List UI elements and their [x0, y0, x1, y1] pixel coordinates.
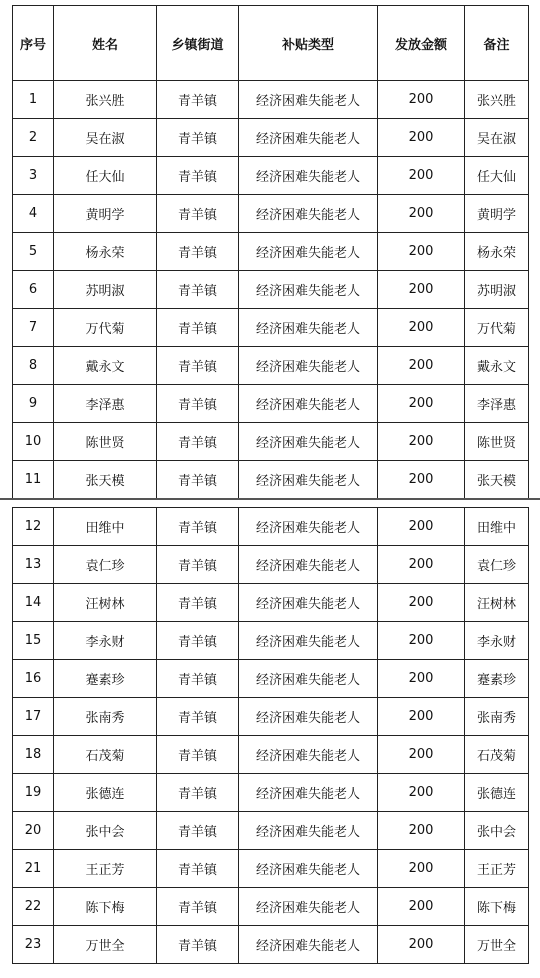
cell-remark: 张德连 [465, 774, 529, 812]
cell-town: 青羊镇 [157, 119, 239, 157]
header-subsidy-type: 补贴类型 [239, 6, 378, 81]
cell-subsidy-type: 经济困难失能老人 [239, 888, 378, 926]
table-row [13, 546, 529, 584]
table-row [13, 508, 529, 546]
cell-index: 1 [13, 81, 54, 119]
cell-name: 石茂菊 [54, 736, 157, 774]
cell-remark: 张兴胜 [465, 81, 529, 119]
cell-town: 青羊镇 [157, 926, 239, 964]
cell-remark: 戴永文 [465, 347, 529, 385]
cell-town: 青羊镇 [157, 347, 239, 385]
cell-index: 16 [13, 660, 54, 698]
cell-name: 张天模 [54, 461, 157, 499]
cell-name: 蹇素珍 [54, 660, 157, 698]
cell-town: 青羊镇 [157, 233, 239, 271]
cell-index: 19 [13, 774, 54, 812]
cell-subsidy-type: 经济困难失能老人 [239, 157, 378, 195]
cell-town: 青羊镇 [157, 584, 239, 622]
cell-remark: 苏明淑 [465, 271, 529, 309]
cell-subsidy-type: 经济困难失能老人 [239, 309, 378, 347]
table-row [13, 119, 529, 157]
cell-subsidy-type: 经济困难失能老人 [239, 660, 378, 698]
cell-town: 青羊镇 [157, 698, 239, 736]
cell-subsidy-type: 经济困难失能老人 [239, 698, 378, 736]
cell-remark: 吴在淑 [465, 119, 529, 157]
cell-amount: 200 [378, 622, 465, 660]
cell-index: 12 [13, 508, 54, 546]
cell-subsidy-type: 经济困难失能老人 [239, 546, 378, 584]
table-header-row [13, 6, 529, 81]
cell-remark: 王正芳 [465, 850, 529, 888]
cell-name: 汪树林 [54, 584, 157, 622]
cell-town: 青羊镇 [157, 736, 239, 774]
cell-remark: 陈下梅 [465, 888, 529, 926]
table-row [13, 584, 529, 622]
cell-subsidy-type: 经济困难失能老人 [239, 385, 378, 423]
cell-index: 14 [13, 584, 54, 622]
cell-name: 陈下梅 [54, 888, 157, 926]
cell-index: 15 [13, 622, 54, 660]
table-body-page-2 [13, 508, 529, 964]
cell-remark: 张南秀 [465, 698, 529, 736]
cell-index: 21 [13, 850, 54, 888]
cell-name: 王正芳 [54, 850, 157, 888]
table-row [13, 926, 529, 964]
cell-town: 青羊镇 [157, 660, 239, 698]
table-row [13, 385, 529, 423]
table-row [13, 461, 529, 499]
cell-index: 22 [13, 888, 54, 926]
cell-index: 17 [13, 698, 54, 736]
table-row [13, 622, 529, 660]
cell-name: 陈世贤 [54, 423, 157, 461]
cell-remark: 杨永荣 [465, 233, 529, 271]
cell-remark: 汪树林 [465, 584, 529, 622]
table-row [13, 812, 529, 850]
cell-remark: 万代菊 [465, 309, 529, 347]
table-row [13, 233, 529, 271]
table-row [13, 850, 529, 888]
cell-name: 张南秀 [54, 698, 157, 736]
cell-name: 万代菊 [54, 309, 157, 347]
cell-amount: 200 [378, 271, 465, 309]
cell-index: 2 [13, 119, 54, 157]
cell-amount: 200 [378, 736, 465, 774]
cell-subsidy-type: 经济困难失能老人 [239, 774, 378, 812]
cell-amount: 200 [378, 423, 465, 461]
cell-amount: 200 [378, 157, 465, 195]
table-row [13, 157, 529, 195]
cell-subsidy-type: 经济困难失能老人 [239, 423, 378, 461]
table-row [13, 660, 529, 698]
cell-subsidy-type: 经济困难失能老人 [239, 584, 378, 622]
cell-amount: 200 [378, 926, 465, 964]
cell-amount: 200 [378, 888, 465, 926]
table-row [13, 271, 529, 309]
cell-subsidy-type: 经济困难失能老人 [239, 812, 378, 850]
cell-index: 13 [13, 546, 54, 584]
cell-amount: 200 [378, 119, 465, 157]
table-body-page-1 [13, 81, 529, 499]
cell-remark: 万世全 [465, 926, 529, 964]
cell-index: 9 [13, 385, 54, 423]
cell-name: 张德连 [54, 774, 157, 812]
cell-subsidy-type: 经济困难失能老人 [239, 119, 378, 157]
cell-subsidy-type: 经济困难失能老人 [239, 622, 378, 660]
cell-amount: 200 [378, 546, 465, 584]
cell-town: 青羊镇 [157, 271, 239, 309]
cell-town: 青羊镇 [157, 622, 239, 660]
cell-index: 7 [13, 309, 54, 347]
cell-name: 戴永文 [54, 347, 157, 385]
cell-town: 青羊镇 [157, 461, 239, 499]
cell-subsidy-type: 经济困难失能老人 [239, 347, 378, 385]
cell-town: 青羊镇 [157, 423, 239, 461]
table-row [13, 698, 529, 736]
cell-town: 青羊镇 [157, 812, 239, 850]
header-remark: 备注 [465, 6, 529, 81]
table-row [13, 81, 529, 119]
cell-index: 8 [13, 347, 54, 385]
cell-town: 青羊镇 [157, 546, 239, 584]
cell-remark: 蹇素珍 [465, 660, 529, 698]
cell-index: 10 [13, 423, 54, 461]
cell-amount: 200 [378, 584, 465, 622]
table-row [13, 736, 529, 774]
cell-remark: 李泽惠 [465, 385, 529, 423]
cell-remark: 张天模 [465, 461, 529, 499]
cell-remark: 田维中 [465, 508, 529, 546]
cell-remark: 石茂菊 [465, 736, 529, 774]
cell-remark: 黄明学 [465, 195, 529, 233]
cell-name: 万世全 [54, 926, 157, 964]
cell-subsidy-type: 经济困难失能老人 [239, 508, 378, 546]
table-row [13, 309, 529, 347]
cell-amount: 200 [378, 774, 465, 812]
cell-subsidy-type: 经济困难失能老人 [239, 850, 378, 888]
cell-amount: 200 [378, 812, 465, 850]
table-row [13, 888, 529, 926]
cell-remark: 袁仁珍 [465, 546, 529, 584]
cell-town: 青羊镇 [157, 850, 239, 888]
cell-amount: 200 [378, 195, 465, 233]
cell-remark: 陈世贤 [465, 423, 529, 461]
cell-amount: 200 [378, 508, 465, 546]
cell-subsidy-type: 经济困难失能老人 [239, 736, 378, 774]
cell-name: 苏明淑 [54, 271, 157, 309]
cell-subsidy-type: 经济困难失能老人 [239, 195, 378, 233]
cell-name: 吴在淑 [54, 119, 157, 157]
cell-amount: 200 [378, 660, 465, 698]
cell-index: 23 [13, 926, 54, 964]
table-row [13, 195, 529, 233]
cell-town: 青羊镇 [157, 157, 239, 195]
cell-amount: 200 [378, 233, 465, 271]
cell-remark: 李永财 [465, 622, 529, 660]
table-row [13, 423, 529, 461]
cell-amount: 200 [378, 385, 465, 423]
cell-town: 青羊镇 [157, 81, 239, 119]
cell-name: 黄明学 [54, 195, 157, 233]
page-separator [0, 498, 540, 500]
table-row [13, 347, 529, 385]
cell-town: 青羊镇 [157, 508, 239, 546]
subsidy-table-page-2 [12, 507, 529, 964]
cell-name: 李泽惠 [54, 385, 157, 423]
cell-index: 18 [13, 736, 54, 774]
header-name: 姓名 [54, 6, 157, 81]
cell-amount: 200 [378, 698, 465, 736]
cell-name: 袁仁珍 [54, 546, 157, 584]
cell-remark: 张中会 [465, 812, 529, 850]
cell-amount: 200 [378, 850, 465, 888]
cell-index: 6 [13, 271, 54, 309]
cell-town: 青羊镇 [157, 385, 239, 423]
cell-remark: 任大仙 [465, 157, 529, 195]
cell-amount: 200 [378, 461, 465, 499]
cell-town: 青羊镇 [157, 309, 239, 347]
cell-name: 杨永荣 [54, 233, 157, 271]
cell-subsidy-type: 经济困难失能老人 [239, 461, 378, 499]
cell-index: 4 [13, 195, 54, 233]
cell-name: 任大仙 [54, 157, 157, 195]
cell-town: 青羊镇 [157, 774, 239, 812]
cell-name: 李永财 [54, 622, 157, 660]
cell-amount: 200 [378, 309, 465, 347]
header-amount: 发放金额 [378, 6, 465, 81]
cell-index: 11 [13, 461, 54, 499]
table-row [13, 774, 529, 812]
cell-amount: 200 [378, 347, 465, 385]
header-index: 序号 [13, 6, 54, 81]
cell-town: 青羊镇 [157, 195, 239, 233]
cell-index: 3 [13, 157, 54, 195]
subsidy-table-page-1 [12, 5, 529, 499]
cell-subsidy-type: 经济困难失能老人 [239, 926, 378, 964]
cell-subsidy-type: 经济困难失能老人 [239, 271, 378, 309]
cell-name: 张兴胜 [54, 81, 157, 119]
header-town: 乡镇街道 [157, 6, 239, 81]
cell-name: 张中会 [54, 812, 157, 850]
cell-subsidy-type: 经济困难失能老人 [239, 81, 378, 119]
cell-subsidy-type: 经济困难失能老人 [239, 233, 378, 271]
cell-index: 5 [13, 233, 54, 271]
cell-town: 青羊镇 [157, 888, 239, 926]
cell-index: 20 [13, 812, 54, 850]
cell-amount: 200 [378, 81, 465, 119]
cell-name: 田维中 [54, 508, 157, 546]
